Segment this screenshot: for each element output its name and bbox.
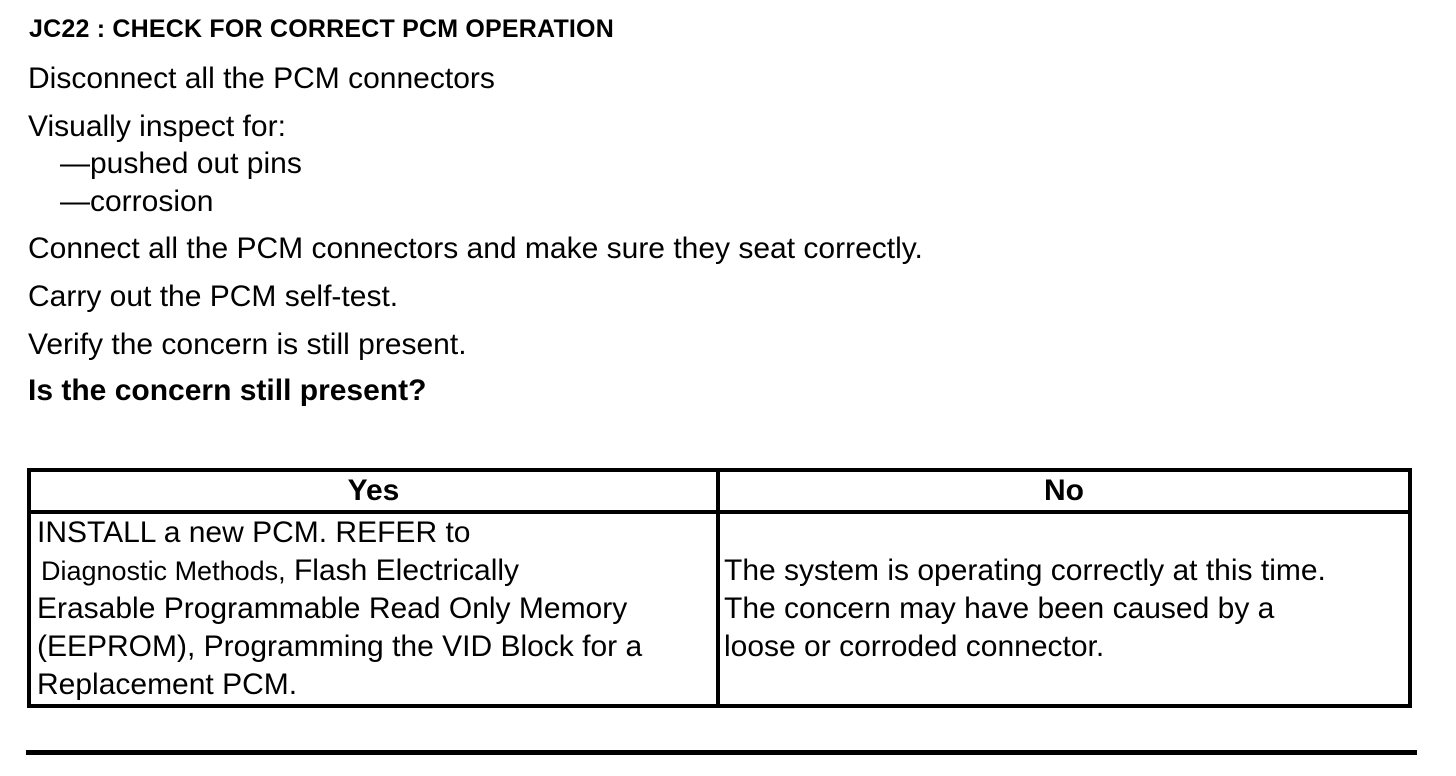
no-action-line: The concern may have been caused by a: [724, 592, 1275, 625]
yes-action-line: (EEPROM), Programming the VID Block for a: [37, 630, 643, 663]
diagnostic-question: Is the concern still present?: [28, 374, 427, 407]
step-connect-connectors: Connect all the PCM connectors and make sure they seat correctly.: [28, 232, 923, 265]
yes-action-line: Replacement PCM.: [37, 668, 298, 701]
page-title: JC22 : CHECK FOR CORRECT PCM OPERATION: [29, 15, 614, 43]
result-table: [27, 468, 1412, 708]
diagnostic-methods-link[interactable]: Diagnostic Methods,: [41, 556, 286, 586]
inspect-item-corrosion: —corrosion: [60, 185, 214, 218]
step-visual-inspect: Visually inspect for:: [28, 110, 286, 143]
result-table-row: [29, 512, 1410, 706]
no-action-line: loose or corroded connector.: [724, 630, 1105, 663]
no-action-line: The system is operating correctly at this time.: [724, 554, 1326, 587]
yes-action-text: Flash Electrically: [285, 554, 520, 587]
no-column-header: No: [718, 470, 1410, 512]
inspect-item-pushed-out-pins: —pushed out pins: [60, 147, 302, 180]
step-self-test: Carry out the PCM self-test.: [28, 280, 399, 313]
yes-action-cell: [29, 512, 718, 706]
step-disconnect-connectors: Disconnect all the PCM connectors: [28, 62, 495, 95]
result-table-header-row: [29, 470, 1410, 512]
no-action-cell: [718, 512, 1410, 706]
yes-column-header: Yes: [29, 470, 718, 512]
yes-action-line: INSTALL a new PCM. REFER to: [37, 516, 471, 549]
step-verify-concern: Verify the concern is still present.: [28, 328, 467, 361]
section-divider: [26, 750, 1417, 755]
yes-action-line: [37, 552, 714, 590]
yes-action-line: Erasable Programmable Read Only Memory: [37, 592, 628, 625]
